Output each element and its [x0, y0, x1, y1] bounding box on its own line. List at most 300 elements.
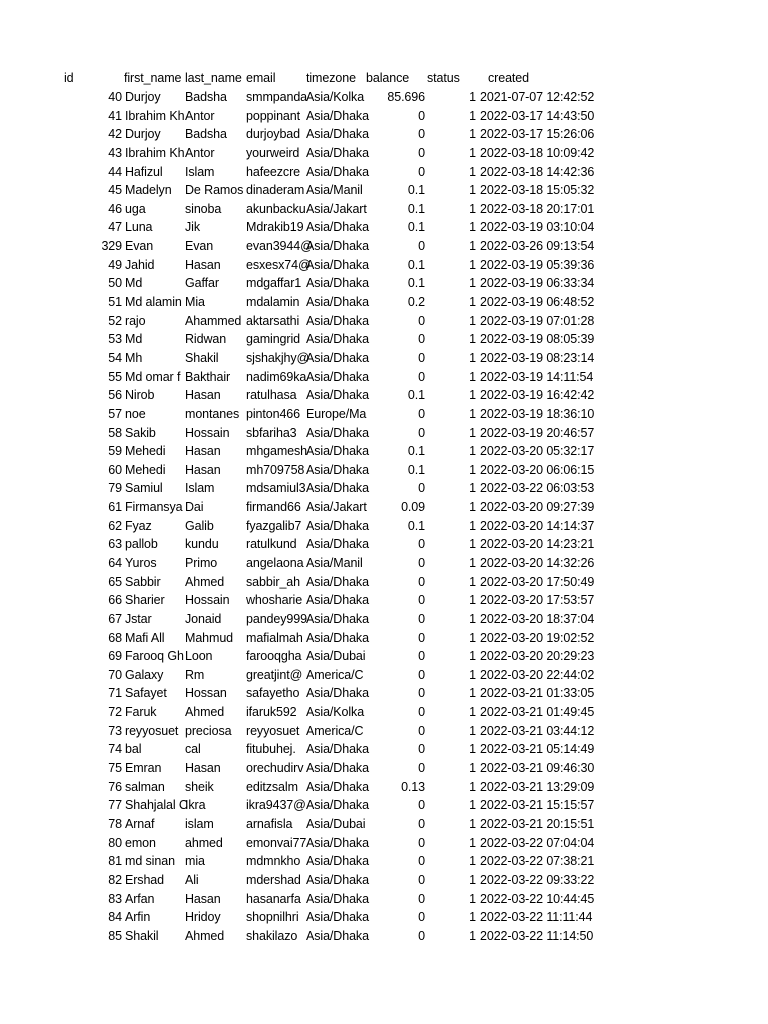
cell-last-name: Islam [185, 481, 215, 496]
cell-created: 2022-03-19 06:48:52 [480, 295, 595, 310]
table-row [0, 815, 768, 833]
cell-status: 1 [469, 798, 476, 813]
cell-created: 2022-03-20 18:37:04 [480, 611, 595, 626]
cell-last-name: Mia [185, 295, 205, 310]
cell-balance: 0 [418, 910, 425, 925]
cell-first-name: Arfan [125, 891, 155, 906]
header-row [0, 69, 768, 87]
table-row [0, 871, 768, 889]
cell-id: 83 [108, 891, 122, 906]
cell-status: 1 [469, 556, 476, 570]
cell-timezone: Asia/Dhaka [306, 108, 369, 123]
cell-last-name: Mahmud [185, 630, 234, 645]
cell-balance: 0 [418, 686, 425, 701]
cell-balance: 0 [418, 872, 425, 887]
cell-id: 80 [108, 835, 122, 850]
cell-status: 1 [469, 332, 476, 347]
cell-id: 73 [108, 723, 122, 738]
cell-email: yourweird [246, 145, 300, 160]
cell-id: 75 [108, 761, 122, 776]
cell-email: hasanarfa [246, 891, 301, 906]
cell-timezone: Asia/Dhaka [306, 593, 369, 608]
cell-created: 2022-03-21 05:14:49 [480, 742, 595, 757]
cell-last-name: Hasan [185, 388, 221, 403]
cell-timezone: Asia/Dhaka [306, 220, 369, 235]
cell-first-name: Sabbir [125, 574, 161, 589]
cell-email: mdershad [246, 872, 301, 887]
cell-status: 1 [469, 164, 476, 179]
cell-first-name: Md [125, 276, 143, 291]
cell-created: 2022-03-20 19:02:52 [480, 630, 595, 645]
table-row [0, 312, 768, 330]
cell-status: 1 [469, 108, 476, 123]
cell-id: 41 [108, 108, 122, 123]
cell-email: ikra9437@ [246, 798, 306, 813]
cell-id: 45 [108, 183, 122, 198]
cell-status: 1 [469, 406, 476, 421]
cell-id: 85 [108, 928, 122, 943]
table-row [0, 927, 768, 945]
cell-status: 1 [469, 779, 476, 794]
cell-first-name: Ershad [125, 872, 165, 887]
cell-email: aktarsathi [246, 313, 300, 328]
cell-status: 1 [469, 686, 476, 701]
table-row [0, 479, 768, 497]
cell-email: editzsalm [246, 779, 298, 794]
cell-status: 1 [469, 705, 476, 720]
cell-timezone: Asia/Dhaka [306, 798, 369, 813]
cell-first-name: Emran [125, 761, 162, 776]
cell-last-name: Badsha [185, 90, 227, 104]
cell-created: 2022-03-22 11:11:44 [480, 910, 593, 925]
cell-email: shakilazo [246, 928, 298, 943]
cell-email: greatjint@ [246, 667, 303, 682]
cell-last-name: mia [185, 854, 205, 869]
table-row [0, 740, 768, 758]
cell-last-name: Rm [185, 667, 205, 682]
cell-timezone: Asia/Dubai [306, 816, 366, 831]
cell-first-name: Durjoy [125, 127, 161, 142]
cell-email: mdsamiul3 [246, 481, 306, 496]
cell-timezone: Asia/Dubai [306, 649, 366, 664]
cell-balance: 0 [418, 816, 425, 831]
cell-email: farooqgha [246, 649, 302, 664]
cell-timezone: Asia/Dhaka [306, 686, 369, 701]
cell-balance: 0 [418, 593, 425, 608]
cell-id: 55 [108, 369, 122, 384]
cell-email: esxesx74@ [246, 257, 311, 272]
cell-email: safayetho [246, 686, 300, 701]
cell-created: 2022-03-21 13:29:09 [480, 779, 595, 794]
cell-created: 2022-03-17 14:43:50 [480, 108, 595, 123]
header-last-name: last_name [185, 71, 242, 85]
cell-last-name: Dai [185, 500, 204, 515]
cell-status: 1 [469, 444, 476, 459]
cell-id: 82 [108, 872, 122, 887]
cell-balance: 0 [418, 611, 425, 626]
cell-first-name: Farooq Gh [125, 649, 184, 664]
cell-first-name: Safayet [125, 686, 167, 701]
cell-email: ratulhasa [246, 388, 297, 403]
cell-status: 1 [469, 127, 476, 142]
cell-first-name: Hafizul [125, 164, 163, 179]
cell-email: ratulkund [246, 537, 297, 552]
cell-last-name: Hasan [185, 462, 221, 477]
cell-created: 2022-03-20 20:29:23 [480, 649, 595, 664]
cell-balance: 0 [418, 854, 425, 869]
cell-balance: 0.1 [407, 257, 425, 272]
cell-balance: 0.1 [407, 388, 425, 403]
table-row [0, 517, 768, 535]
cell-timezone: Asia/Dhaka [306, 872, 369, 887]
cell-first-name: Mehedi [125, 444, 166, 459]
cell-timezone: Asia/Dhaka [306, 481, 369, 496]
cell-last-name: Hossain [185, 593, 230, 608]
cell-email: arnafisla [246, 816, 293, 831]
table-row [0, 181, 768, 199]
cell-id: 69 [108, 649, 122, 664]
cell-status: 1 [469, 388, 476, 403]
cell-id: 59 [108, 444, 122, 459]
cell-balance: 0 [418, 761, 425, 776]
cell-created: 2022-03-19 07:01:28 [480, 313, 595, 328]
cell-status: 1 [469, 816, 476, 831]
cell-id: 79 [108, 481, 122, 496]
cell-last-name: kundu [185, 537, 219, 552]
cell-balance: 0 [418, 723, 425, 738]
cell-last-name: ahmed [185, 835, 223, 850]
cell-balance: 0 [418, 891, 425, 906]
cell-status: 1 [469, 201, 476, 216]
cell-first-name: Jstar [125, 611, 152, 626]
cell-balance: 0 [418, 425, 425, 440]
cell-id: 64 [108, 556, 122, 570]
cell-balance: 0 [418, 481, 425, 496]
cell-last-name: Hossain [185, 425, 230, 440]
cell-balance: 0 [418, 350, 425, 365]
cell-created: 2022-03-20 14:23:21 [480, 537, 595, 552]
table-row [0, 349, 768, 367]
cell-id: 77 [108, 798, 122, 813]
cell-first-name: Samiul [125, 481, 163, 496]
table-row [0, 405, 768, 423]
cell-created: 2022-03-22 09:33:22 [480, 872, 595, 887]
table-row [0, 610, 768, 628]
cell-timezone: America/C [306, 723, 364, 738]
cell-created: 2022-03-20 17:53:57 [480, 593, 595, 608]
cell-balance: 0.1 [407, 201, 425, 216]
cell-timezone: Asia/Dhaka [306, 127, 369, 142]
cell-status: 1 [469, 462, 476, 477]
cell-balance: 0 [418, 928, 425, 943]
table-row [0, 573, 768, 591]
cell-balance: 0.1 [407, 276, 425, 291]
cell-id: 49 [108, 257, 122, 272]
cell-status: 1 [469, 537, 476, 552]
cell-created: 2022-03-21 01:49:45 [480, 705, 595, 720]
cell-balance: 0 [418, 630, 425, 645]
cell-timezone: Asia/Dhaka [306, 537, 369, 552]
cell-email: nadim69ka [246, 369, 307, 384]
cell-email: whosharie [246, 593, 303, 608]
cell-email: hafeezcre [246, 164, 300, 179]
table-row [0, 722, 768, 740]
cell-id: 43 [108, 145, 122, 160]
cell-timezone: Asia/Dhaka [306, 854, 369, 869]
cell-id: 60 [108, 462, 122, 477]
cell-id: 40 [108, 90, 122, 104]
cell-last-name: preciosa [185, 723, 232, 738]
cell-balance: 0.1 [407, 444, 425, 459]
cell-balance: 0.1 [407, 518, 425, 533]
cell-timezone: Asia/Dhaka [306, 518, 369, 533]
cell-status: 1 [469, 723, 476, 738]
cell-email: mdmnkho [246, 854, 301, 869]
cell-status: 1 [469, 928, 476, 943]
cell-last-name: Hasan [185, 257, 221, 272]
cell-created: 2022-03-22 07:04:04 [480, 835, 595, 850]
cell-first-name: Ibrahim Kh [125, 108, 185, 123]
cell-email: orechudirv [246, 761, 304, 776]
table-row [0, 703, 768, 721]
cell-last-name: Hasan [185, 891, 221, 906]
cell-timezone: Asia/Dhaka [306, 332, 369, 347]
table-row [0, 666, 768, 684]
cell-first-name: salman [125, 779, 165, 794]
cell-first-name: Md [125, 332, 143, 347]
cell-status: 1 [469, 649, 476, 664]
cell-timezone: Asia/Dhaka [306, 835, 369, 850]
header-id: id [64, 71, 74, 85]
table-row [0, 908, 768, 926]
table-row [0, 424, 768, 442]
cell-first-name: noe [125, 406, 146, 421]
cell-id: 51 [108, 295, 122, 310]
cell-timezone: Asia/Dhaka [306, 630, 369, 645]
cell-timezone: Asia/Dhaka [306, 145, 369, 160]
cell-first-name: Mafi All [125, 630, 165, 645]
table-row [0, 591, 768, 609]
cell-id: 81 [108, 854, 122, 869]
table-row [0, 796, 768, 814]
cell-created: 2022-03-19 18:36:10 [480, 406, 595, 421]
cell-status: 1 [469, 145, 476, 160]
cell-timezone: Asia/Dhaka [306, 742, 369, 757]
header-email: email [246, 71, 276, 85]
table-row [0, 834, 768, 852]
cell-balance: 0 [418, 574, 425, 589]
table-row [0, 274, 768, 292]
cell-created: 2022-03-19 20:46:57 [480, 425, 595, 440]
table-row [0, 442, 768, 460]
cell-timezone: Asia/Dhaka [306, 462, 369, 477]
cell-status: 1 [469, 257, 476, 272]
cell-created: 2022-03-17 15:26:06 [480, 127, 595, 142]
cell-balance: 0 [418, 406, 425, 421]
cell-email: dinaderam [246, 183, 305, 198]
cell-status: 1 [469, 518, 476, 533]
cell-last-name: Antor [185, 108, 215, 123]
table-row [0, 125, 768, 143]
cell-balance: 0.13 [401, 779, 425, 794]
cell-balance: 0 [418, 108, 425, 123]
cell-email: sbfariha3 [246, 425, 297, 440]
cell-created: 2022-03-19 06:33:34 [480, 276, 595, 291]
cell-last-name: Ali [185, 872, 199, 887]
cell-last-name: Jik [185, 220, 200, 235]
cell-created: 2022-03-19 08:23:14 [480, 350, 595, 365]
cell-created: 2022-03-19 05:39:36 [480, 257, 595, 272]
cell-first-name: Md omar f [125, 369, 181, 384]
cell-balance: 0 [418, 239, 425, 254]
cell-balance: 0.1 [407, 183, 425, 198]
cell-timezone: Asia/Dhaka [306, 350, 369, 365]
cell-created: 2022-03-20 06:06:15 [480, 462, 595, 477]
table-row [0, 778, 768, 796]
cell-email: sjshakjhy@ [246, 350, 310, 365]
cell-email: sabbir_ah [246, 574, 301, 589]
cell-status: 1 [469, 872, 476, 887]
cell-last-name: cal [185, 742, 201, 757]
table-row [0, 218, 768, 236]
cell-timezone: Asia/Dhaka [306, 444, 369, 459]
table-row [0, 647, 768, 665]
cell-status: 1 [469, 295, 476, 310]
cell-email: akunbacku [246, 201, 306, 216]
cell-first-name: Galaxy [125, 667, 164, 682]
cell-email: gamingrid [246, 332, 300, 347]
cell-status: 1 [469, 481, 476, 496]
cell-timezone: Asia/Dhaka [306, 164, 369, 179]
cell-id: 70 [108, 667, 122, 682]
cell-first-name: uga [125, 201, 146, 216]
cell-email: evan3944@ [246, 239, 313, 254]
cell-created: 2022-03-19 16:42:42 [480, 388, 595, 403]
table-row [0, 684, 768, 702]
cell-status: 1 [469, 183, 476, 198]
cell-last-name: Jonaid [185, 611, 222, 626]
cell-last-name: Ahammed [185, 313, 242, 328]
cell-first-name: Yuros [125, 556, 157, 570]
cell-status: 1 [469, 667, 476, 682]
table-row [0, 256, 768, 274]
cell-email: durjoybad [246, 127, 301, 142]
cell-balance: 0.2 [407, 295, 425, 310]
cell-first-name: Shahjalal C [125, 798, 188, 813]
table-row [0, 461, 768, 479]
cell-timezone: Asia/Dhaka [306, 257, 369, 272]
cell-timezone: Asia/Dhaka [306, 313, 369, 328]
cell-status: 1 [469, 742, 476, 757]
cell-last-name: Bakthair [185, 369, 231, 384]
cell-balance: 0 [418, 332, 425, 347]
cell-status: 1 [469, 369, 476, 384]
cell-balance: 0 [418, 649, 425, 664]
cell-created: 2022-03-21 03:44:12 [480, 723, 595, 738]
cell-created: 2022-03-18 15:05:32 [480, 183, 595, 198]
cell-balance: 0.1 [407, 220, 425, 235]
cell-first-name: Firmansya [125, 500, 183, 515]
cell-first-name: Md alamin [125, 295, 182, 310]
cell-last-name: Ikra [185, 798, 206, 813]
cell-last-name: Hasan [185, 444, 221, 459]
cell-status: 1 [469, 593, 476, 608]
table-row [0, 293, 768, 311]
cell-balance: 0 [418, 835, 425, 850]
cell-last-name: montanes [185, 406, 240, 421]
cell-email: angelaona [246, 556, 304, 570]
cell-first-name: bal [125, 742, 142, 757]
cell-created: 2022-03-20 05:32:17 [480, 444, 595, 459]
cell-timezone: Asia/Dhaka [306, 761, 369, 776]
cell-first-name: Fyaz [125, 518, 152, 533]
cell-id: 67 [108, 611, 122, 626]
cell-balance: 0 [418, 369, 425, 384]
cell-id: 62 [108, 518, 122, 533]
cell-last-name: Gaffar [185, 276, 219, 291]
cell-timezone: Asia/Dhaka [306, 574, 369, 589]
cell-first-name: Luna [125, 220, 153, 235]
cell-first-name: Shakil [125, 928, 159, 943]
cell-timezone: Asia/Manil [306, 556, 363, 570]
cell-balance: 0.1 [407, 462, 425, 477]
cell-first-name: Evan [125, 239, 154, 254]
cell-status: 1 [469, 630, 476, 645]
cell-timezone: Asia/Kolka [306, 705, 365, 720]
cell-created: 2022-03-20 17:50:49 [480, 574, 595, 589]
cell-created: 2022-03-20 09:27:39 [480, 500, 595, 515]
cell-id: 68 [108, 630, 122, 645]
cell-email: mdgaffar1 [246, 276, 302, 291]
cell-status: 1 [469, 854, 476, 869]
table-row [0, 890, 768, 908]
cell-timezone: Asia/Dhaka [306, 276, 369, 291]
cell-status: 1 [469, 220, 476, 235]
header-timezone: timezone [306, 71, 356, 85]
cell-created: 2022-03-21 20:15:51 [480, 816, 595, 831]
cell-email: smmpanda [246, 90, 308, 104]
cell-first-name: Arnaf [125, 816, 155, 831]
cell-balance: 0 [418, 705, 425, 720]
cell-timezone: Asia/Dhaka [306, 910, 369, 925]
cell-timezone: Asia/Dhaka [306, 779, 369, 794]
table-row [0, 759, 768, 777]
table-row [0, 554, 768, 572]
header-status: status [427, 71, 460, 85]
cell-balance: 0 [418, 127, 425, 142]
cell-first-name: md sinan [125, 854, 175, 869]
cell-first-name: rajo [125, 313, 146, 328]
table-row [0, 368, 768, 386]
cell-created: 2022-03-18 14:42:36 [480, 164, 595, 179]
cell-first-name: Madelyn [125, 183, 172, 198]
table-row [0, 629, 768, 647]
cell-id: 56 [108, 388, 122, 403]
cell-id: 58 [108, 425, 122, 440]
cell-id: 66 [108, 593, 122, 608]
cell-id: 57 [108, 406, 122, 421]
table-row [0, 144, 768, 162]
cell-id: 61 [108, 500, 122, 515]
cell-created: 2022-03-19 08:05:39 [480, 332, 595, 347]
cell-created: 2022-03-20 22:44:02 [480, 667, 595, 682]
cell-last-name: Ridwan [185, 332, 227, 347]
cell-timezone: Asia/Dhaka [306, 928, 369, 943]
cell-status: 1 [469, 90, 476, 104]
cell-balance: 0 [418, 667, 425, 682]
cell-first-name: emon [125, 835, 156, 850]
cell-email: pinton466 [246, 406, 301, 421]
